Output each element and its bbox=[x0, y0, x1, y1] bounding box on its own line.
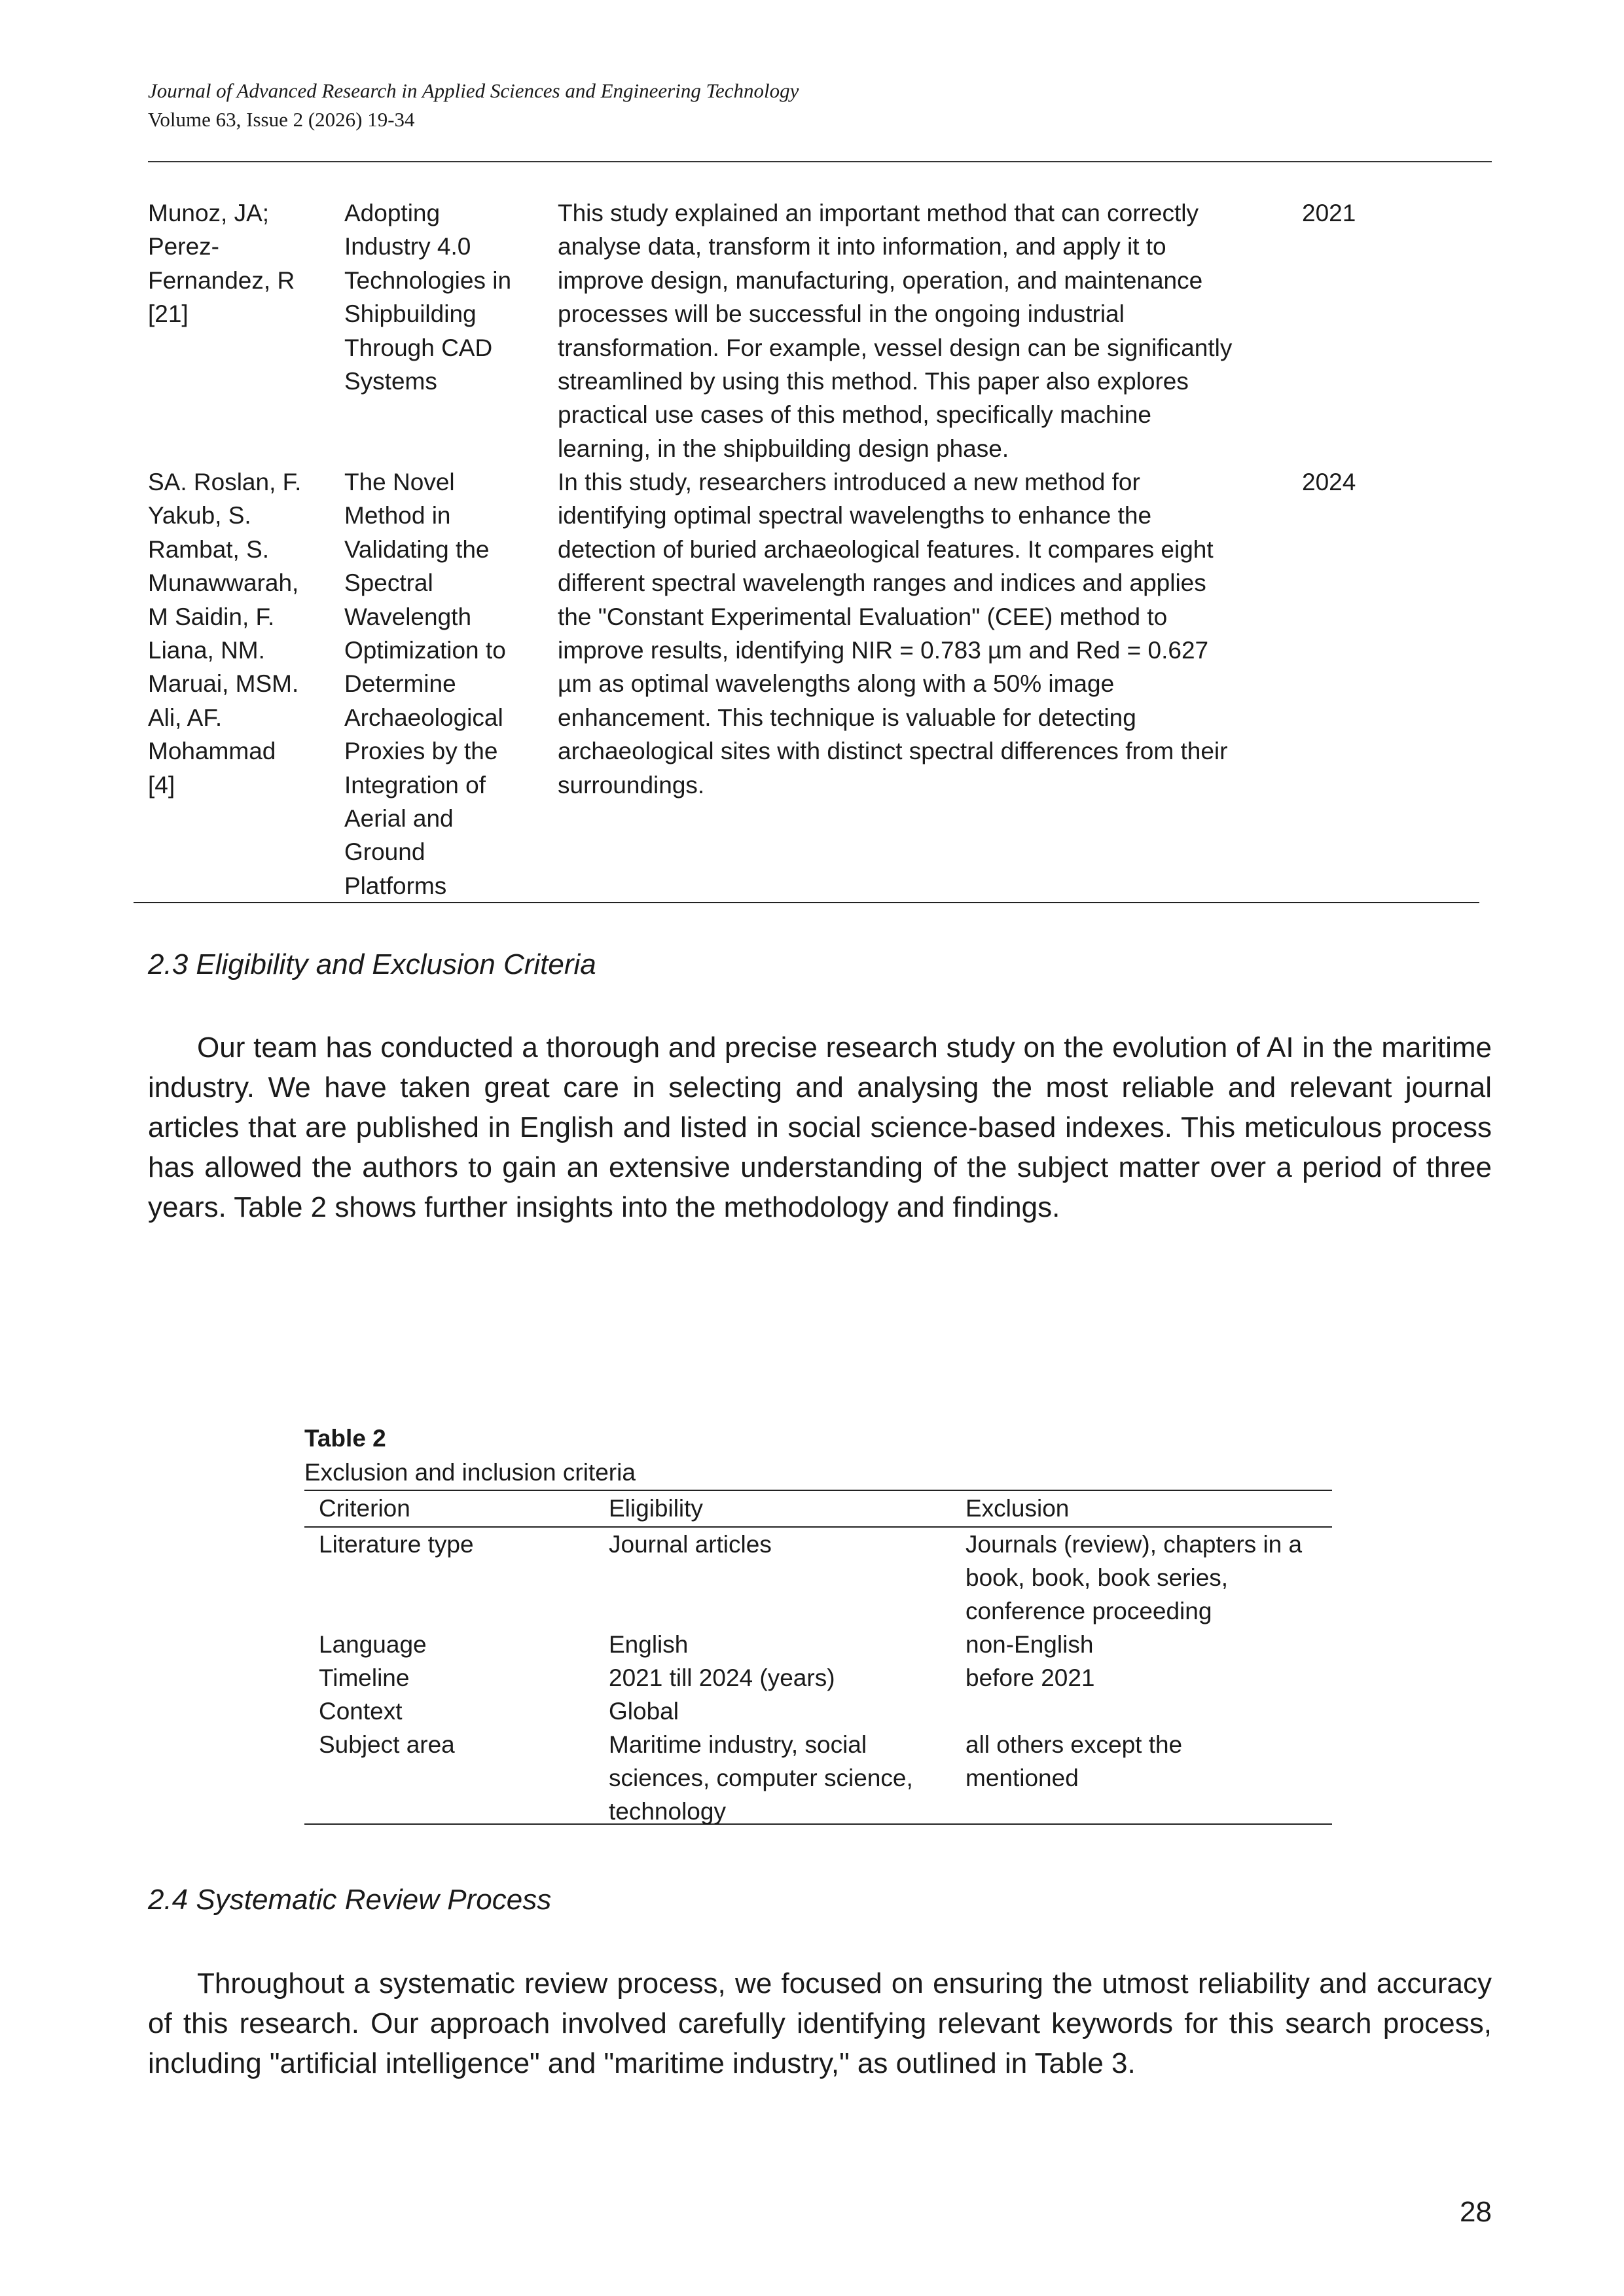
table-2-body bbox=[304, 1490, 1332, 1825]
description-cell: This study explained an important method that can correctly analyse data, transform it into information, and apply it to improve design, manufacturing, operation, and maintenance processes will be successful in the ongoing industrial transformation. For example, vessel design can be significantly streamlined by using this method. This paper also explores practical use cases of this method, specifically machine learning, in the shipbuilding design phase. bbox=[558, 200, 1233, 462]
section-heading-2-3: 2.3 Eligibility and Exclusion Criteria bbox=[148, 948, 596, 980]
title-cell: Adopting Industry 4.0 Technologies in Shipbuilding Through CAD Systems bbox=[344, 200, 512, 395]
column-header: Eligibility bbox=[609, 1495, 703, 1522]
column-header: Criterion bbox=[319, 1495, 410, 1522]
criterion-cell: Context bbox=[319, 1698, 403, 1725]
eligibility-cell: Maritime industry, social sciences, computer science, technology bbox=[609, 1731, 913, 1825]
table-2 bbox=[304, 1422, 1332, 1825]
table-2-caption: Exclusion and inclusion criteria bbox=[304, 1459, 636, 1486]
section-2-3-paragraph: Our team has conducted a thorough and precise research study on the evolution of AI in the maritime industry. We have taken great care in selecting and analysing the most reliable and relevant journal articles that are published in English and listed in social science-based indexes. This meticulous process has allowed the authors to gain an extensive understanding of the subject matter over a period of three years. Table 2 shows further insights into the methodology and findings. bbox=[148, 1031, 1492, 1223]
criterion-cell: Timeline bbox=[319, 1664, 410, 1691]
authors-cell: SA. Roslan, F. Yakub, S. Rambat, S. Munawwarah, M Saidin, F. Liana, NM. Maruai, MSM. Ali, AF. Mohammad [4] bbox=[148, 469, 302, 798]
table-2-header-row bbox=[304, 1491, 1332, 1528]
table-1-bottom-rule bbox=[134, 902, 1479, 903]
column-header: Exclusion bbox=[965, 1495, 1070, 1522]
header-divider bbox=[148, 161, 1492, 162]
authors-cell: Munoz, JA; Perez- Fernandez, R [21] bbox=[148, 200, 295, 328]
journal-volume: Volume 63, Issue 2 (2026) 19-34 bbox=[148, 108, 415, 131]
exclusion-cell: Journals (review), chapters in a book, book, book series, conference proceeding bbox=[965, 1531, 1303, 1624]
criterion-cell: Literature type bbox=[319, 1531, 474, 1558]
eligibility-cell: 2021 till 2024 (years) bbox=[609, 1664, 835, 1691]
eligibility-cell: Global bbox=[609, 1698, 679, 1725]
year-cell: 2024 bbox=[1302, 469, 1356, 495]
exclusion-cell: before 2021 bbox=[965, 1664, 1095, 1691]
exclusion-cell: all others except the mentioned bbox=[965, 1731, 1183, 1791]
year-cell: 2021 bbox=[1302, 200, 1356, 226]
page-number: 28 bbox=[1460, 2196, 1492, 2228]
description-cell: In this study, researchers introduced a new method for identifying optimal spectral wavelengths to enhance the detection of buried archaeological features. It compares eight different spectral wavelength ranges and indices and applies the "Constant Experimental Evaluation" (CEE) method to improve results, identifying NIR = 0.783 µm and Red = 0.627 µm as optimal wavelengths along with a 50% image enhancement. This technique is valuable for detecting archaeological sites with distinct spectral differences from their surroundings. bbox=[558, 469, 1228, 798]
section-2-4-paragraph: Throughout a systematic review process, we focused on ensuring the utmost reliability and accuracy of this research. Our approach involved carefully identifying relevant keywords for this search process, including "artificial intelligence" and "maritime industry," as outlined in Table 3. bbox=[148, 1967, 1492, 2079]
title-cell: The Novel Method in Validating the Spectral Wavelength Optimization to Determine Archaeological Proxies by the Integration of Aerial and Ground Platforms bbox=[344, 469, 506, 899]
journal-title: Journal of Advanced Research in Applied Sciences and Engineering Technology bbox=[148, 79, 799, 102]
section-heading-2-4: 2.4 Systematic Review Process bbox=[148, 1884, 552, 1916]
table-1-continued bbox=[134, 196, 1479, 904]
table-2-label: Table 2 bbox=[304, 1425, 386, 1452]
criterion-cell: Language bbox=[319, 1631, 427, 1658]
criterion-cell: Subject area bbox=[319, 1731, 455, 1758]
eligibility-cell: English bbox=[609, 1631, 689, 1658]
exclusion-cell: non-English bbox=[965, 1631, 1094, 1658]
eligibility-cell: Journal articles bbox=[609, 1531, 772, 1558]
table-row bbox=[134, 196, 1479, 465]
table-row bbox=[134, 465, 1479, 904]
